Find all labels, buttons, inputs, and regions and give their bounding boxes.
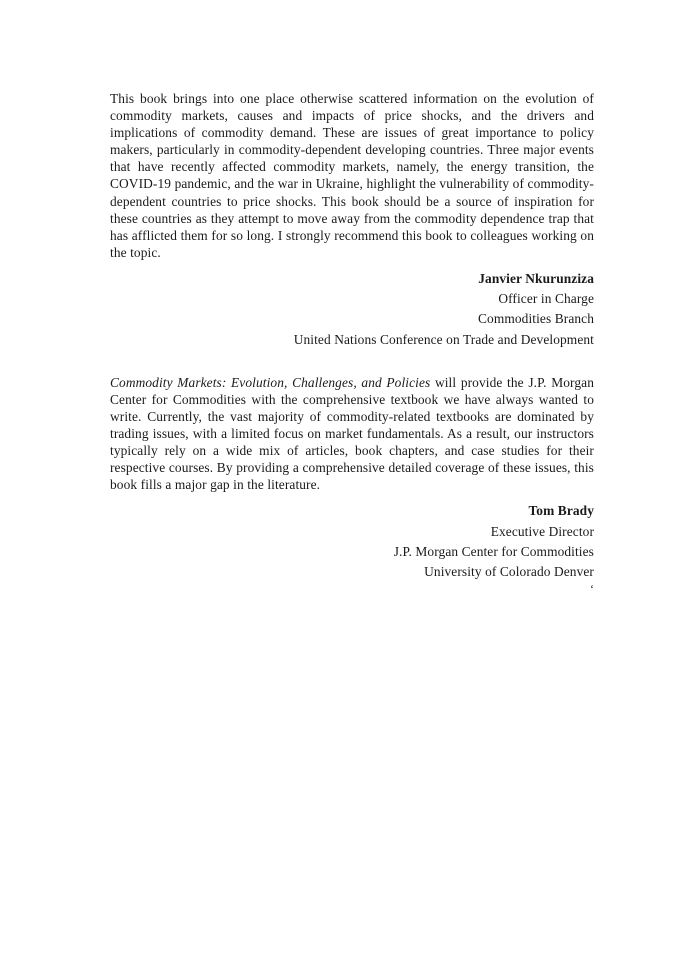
attribution-1	[110, 269, 594, 350]
attribution-1-role: Officer in Charge	[498, 291, 594, 307]
attribution-2-organization: J.P. Morgan Center for Commodities	[393, 543, 594, 559]
endorsement-block-1	[110, 90, 594, 350]
endorsement-paragraph-2	[110, 374, 594, 494]
attribution-2-university: University of Colorado Denver	[424, 564, 594, 580]
attribution-2-name: Tom Brady	[528, 503, 594, 519]
book-title-italic: Commodity Markets: Evolution, Challenges, and Policies	[110, 374, 431, 390]
attribution-2	[110, 501, 594, 582]
attribution-1-name: Janvier Nkurunziza	[478, 270, 594, 286]
stray-quote-mark: ‘	[590, 582, 594, 597]
attribution-2-role: Executive Director	[490, 523, 594, 539]
attribution-1-department: Commodities Branch	[478, 311, 594, 327]
attribution-1-organization: United Nations Conference on Trade and Development	[293, 331, 594, 347]
endorsement-block-2	[110, 374, 594, 596]
endorsement-paragraph-1: This book brings into one place otherwise scattered information on the evolution of commodity markets, causes and impacts of price shocks, and the drivers and implications of commodity demand. These are issues of great importance to policy makers, particularly in commodity-dependent developing countries. Three major events that have recently affected commodity markets, namely, the energy transition, the COVID-19 pandemic, and the war in Ukraine, highlight the vulnerability of commodity-dependent countries to price shocks. This book should be a source of inspiration for these countries as they attempt to move away from the commodity dependence trap that has afflicted them for so long. I strongly recommend this book to colleagues working on the topic.	[110, 91, 594, 260]
endorsement-paragraph-2-text: will provide the J.P. Morgan Center for Commodities with the comprehensive textbook we have always wanted to write. Currently, the vast majority of commodity-related textbooks are dominated by trading issues, with a limited focus on market fundamentals. As a result, our instructors typically rely on a wide mix of articles, book chapters, and case studies for their respective courses. By providing a comprehensive detailed coverage of these issues, this book fills a major gap in the literature.	[110, 374, 594, 493]
